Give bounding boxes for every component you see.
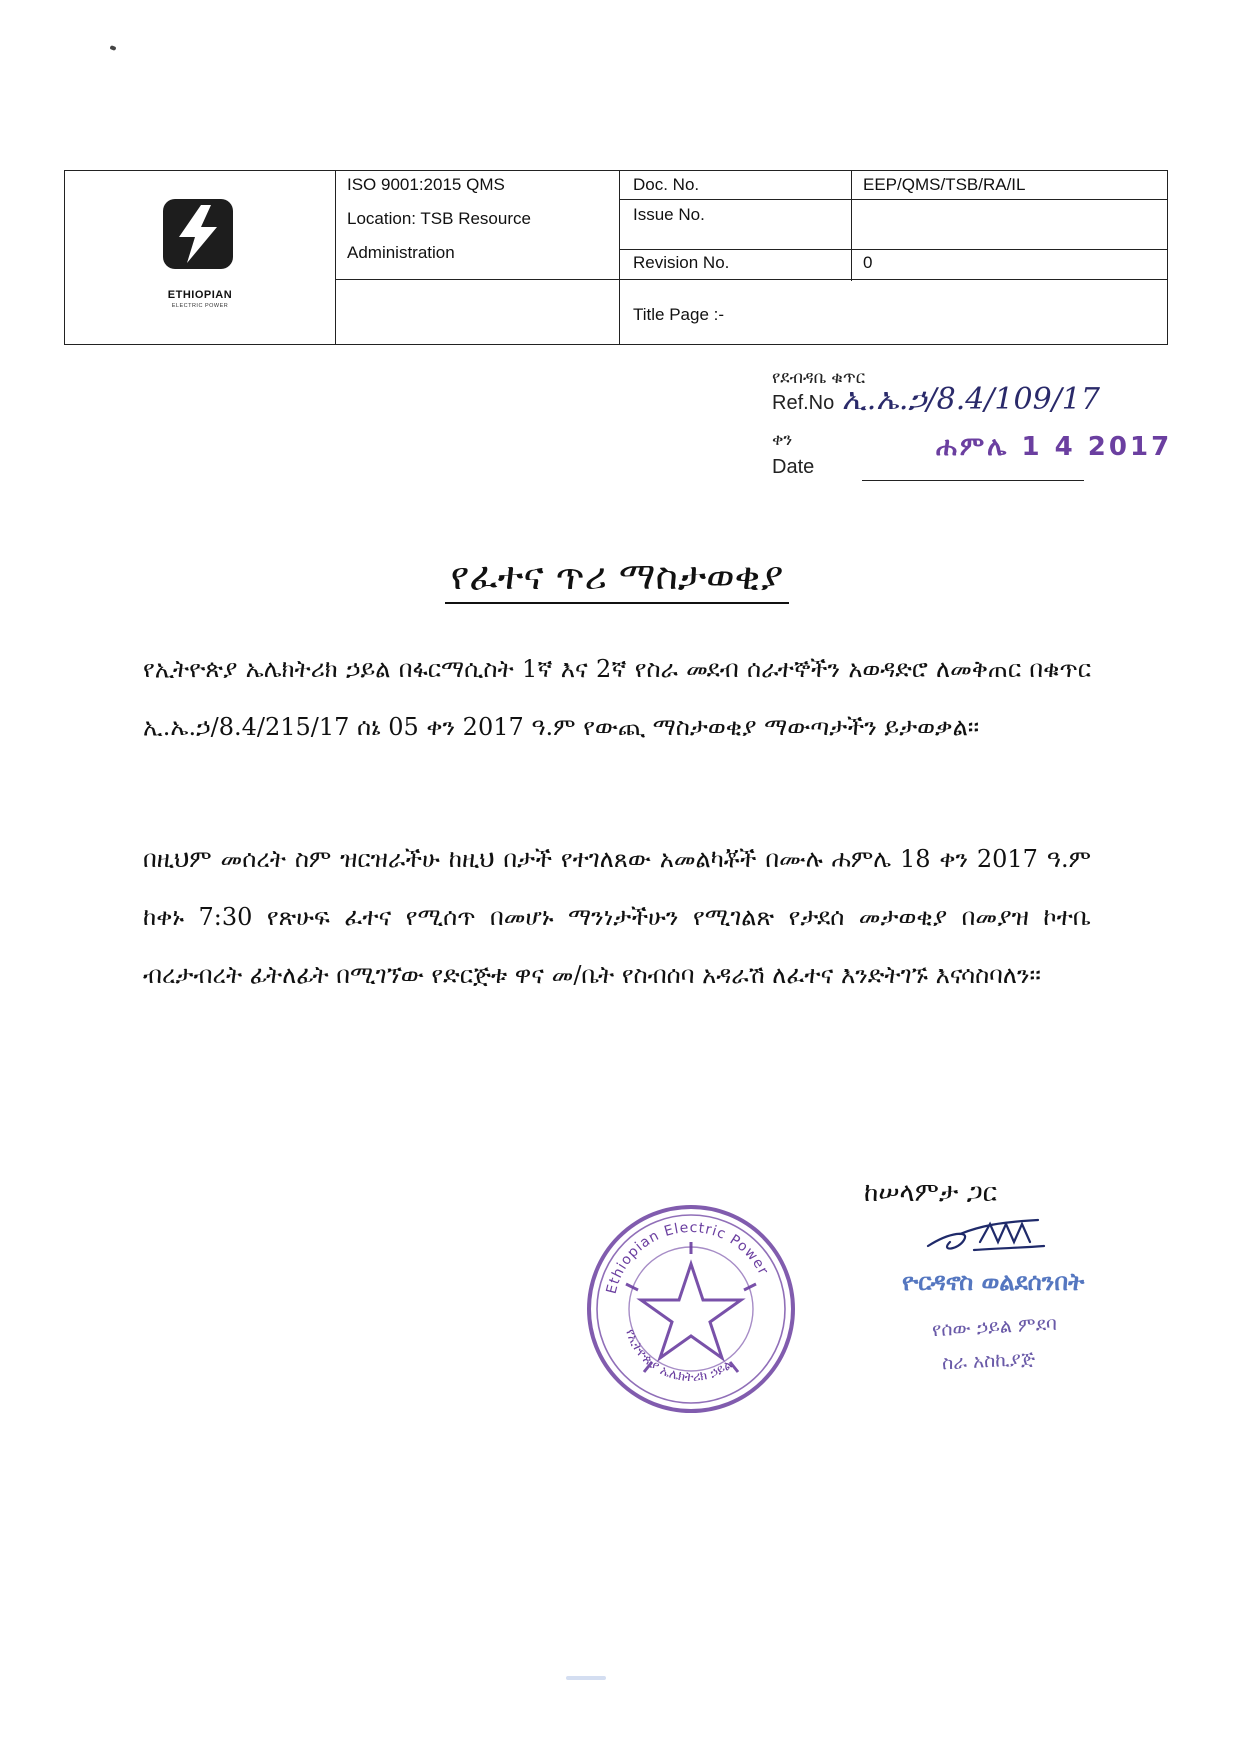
official-seal [584,1202,798,1416]
header-rule [619,199,1167,200]
paragraph-2: በዚህም መሰረት ስም ዝርዝራችሁ ከዚህ በታች የተገለጸው አመልካቾች በሙሉ ሐምሌ 18 ቀን 2017 ዓ.ም ከቀኑ 7:30 የጽሁፍ ፈተና የሚሰጥ በመሆኑ ማንነታችሁን የሚገልጽ የታደሰ መታወቂያ በመያዝ ኮተቤ ብረታብረት ፊትለፊት በሚገኘው የድርጅቱ ዋና መ/ቤት የስብሰባ አዳራሽ ለፈተና እንድትገኙ እናሳስባለን፡፡ [143,845,1091,989]
header-rule [619,249,1167,250]
issue-no-label: Issue No. [633,205,705,224]
ref-number-handwritten: ኢ.ኤ.ኃ/8.4/109/17 [842,382,1100,417]
lightning-bolt-icon [161,197,235,271]
doc-no-value: EEP/QMS/TSB/RA/IL [863,175,1026,194]
seal-outer-text: Ethiopian Electric Power [603,1219,772,1296]
revision-no-value: 0 [863,253,873,272]
notice-title [0,554,1234,599]
date-label-amharic: ቀን [772,430,793,449]
header-rule [335,279,1167,280]
title-page-label: Title Page :- [633,305,725,324]
date-label-english: Date [772,456,815,478]
handwritten-signature [920,1212,1050,1264]
iso-standard: ISO 9001:2015 QMS [347,175,505,194]
ref-label-amharic: የደብዳቤ ቁጥር [772,368,866,387]
scan-smudge [566,1676,606,1680]
header-divider [619,171,620,344]
scan-speck [109,45,116,51]
ref-label-english: Ref.No [772,392,835,414]
signer-role-line-1: የሰው ኃይል ምደባ [931,1312,1058,1342]
date-stamp: ሐምሌ 1 4 2017 [936,432,1173,462]
company-logo-subtitle: ELECTRIC POWER [171,303,229,309]
header-divider [335,171,336,344]
document-header-table [64,170,1168,345]
signer-name: ዮርዳኖስ ወልደሰንበት [902,1268,1085,1296]
paragraph-1: የኢትዮጵያ ኤሌክትሪክ ኃይል በፋርማሲስት 1ኛ እና 2ኛ የስራ መደብ ሰራተኞችን አወዳድሮ ለመቅጠር በቁጥር ኢ.ኤ.ኃ/8.4/215/17 ሰኔ 05 ቀን 2017 ዓ.ም የውጪ ማስታወቂያ ማውጣታችን ይታወቃል፡፡ [143,655,1091,741]
company-logo-text: ETHIOPIAN [167,289,233,301]
notice-title-text: የፈተና ጥሪ ማስታወቂያ [445,554,790,604]
closing-greeting: ከሠላምታ ጋር [864,1178,998,1208]
location-line-1: Location: TSB Resource [347,209,531,228]
location-line-2: Administration [347,243,455,262]
header-divider [851,171,852,281]
signer-role-line-2: ስራ አስኪያጅ [941,1347,1036,1375]
doc-no-label: Doc. No. [633,175,700,194]
date-underline [862,480,1084,481]
revision-no-label: Revision No. [633,253,730,272]
seal-amharic-text: የኢትዮጵያ ኤሌክትሪክ ኃይል [622,1327,736,1386]
